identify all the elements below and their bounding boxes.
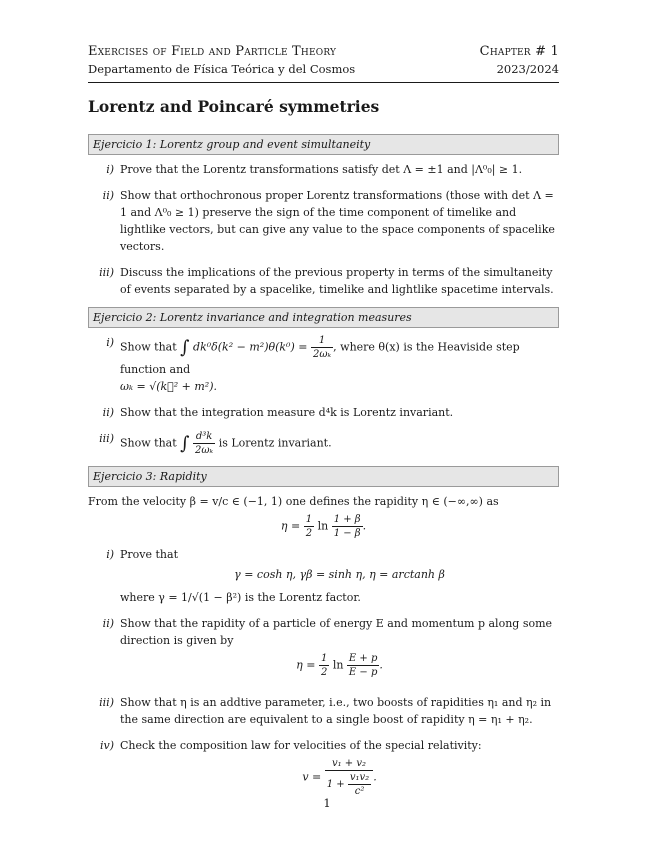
page-number: 1: [323, 796, 331, 810]
header-right-sub: 2023/2024: [496, 62, 559, 76]
equation-rapidity: η = $\frac{1}{2}$ ln $\frac{1 + \beta}{1 - \beta}$ .: [280, 514, 367, 539]
fraction: $\frac{\text{d³k}}{\text{2ωₖ}}$: [195, 431, 214, 456]
header-left-title: Exercises of Field and Particle Theory: [88, 44, 337, 59]
exercise-2-items: [88, 334, 559, 457]
list-item: ii) Show that orthochronous proper Lorentz transformations (those with det Λ = 1 and Λ⁰₀ ≥ 1) preserve the sign of the time component of timelike and lightlike vectors, but can give any value to the space components of spacelike vectors.: [102, 189, 555, 253]
list-item: iv) Check the composition law for velocities of the special relativity: v = v₁ + v₂ 1 + $\frac{\text{v₁v₂}}{\text{c²}}$ .: [88, 737, 559, 804]
exercise-2-heading: Ejercicio 2: Lorentz invariance and integration measures: [88, 307, 559, 328]
equation-hyperbolic: γ = cosh η, γβ = sinh η, η = arctanh β: [234, 568, 445, 581]
exercise-3-intro: From the velocity β = v/c ∈ (−1, 1) one defines the rapidity η ∈ (−∞,∞) as: [88, 495, 499, 508]
equation-energy-rapidity: η = $\frac{1}{2}$ ln $\frac{E + p}{E - p}$ .: [296, 653, 383, 678]
exercise-1-heading: Ejercicio 1: Lorentz group and event simultaneity: [88, 134, 559, 155]
list-item: iii) Show that η is an addtive parameter, i.e., two boosts of rapidities η₁ and η₂ in the same direction are equivalent to a single boost of rapidity η = η₁ + η₂.: [99, 696, 552, 726]
header-right-title: Chapter # 1: [479, 44, 559, 59]
list-item: iii) Show that ∫ $\frac{\text{d³k}}{\text{2ωₖ}}$ is Lorentz invariant.: [99, 431, 332, 456]
integral-sign-icon: ∫: [180, 337, 190, 358]
running-header: [88, 44, 559, 59]
page-title: Lorentz and Poincaré symmetries: [88, 97, 380, 116]
list-item: i) Prove that γ = cosh η, γβ = sinh η, η = arctanh β where γ = 1/√(1 − β²) is the Lorentz factor.: [88, 546, 559, 606]
exercise-1-items: [88, 161, 559, 298]
exercise-3-items: [88, 546, 559, 804]
list-item: i) Show that ∫ dk⁰δ(k² − m²)θ(k⁰) = $\frac{1}{\text{2ωₖ}}$ , where θ(x) is the Heaviside step function and ωₖ = √(k⃗² + m²).: [106, 335, 520, 393]
equation-velocity-composition: v = v₁ + v₂ 1 + $\frac{\text{v₁v₂}}{\text{c²}}$ .: [302, 758, 377, 797]
list-item: i) Prove that the Lorentz transformations satisfy det Λ = ±1 and |Λ⁰₀| ≥ 1.: [106, 163, 523, 176]
page: [88, 44, 559, 813]
integral-sign-icon: ∫: [180, 433, 190, 454]
list-item: ii) Show that the rapidity of a particle of energy E and momentum p along some direction is given by η = $\frac{1}{2}$ ln $\frac{E + p}{E - p}$ .: [88, 615, 559, 685]
list-item: ii) Show that the integration measure d⁴k is Lorentz invariant.: [102, 406, 454, 419]
list-item: iii) Discuss the implications of the previous property in terms of the simultaneity of events separated by a spacelike, timelike and lightlike spacetime intervals.: [99, 266, 554, 296]
fraction: $\frac{1}{\text{2ωₖ}}$: [312, 335, 332, 360]
header-rule: [88, 82, 559, 83]
exercise-3-heading: Ejercicio 3: Rapidity: [88, 466, 559, 487]
header-left-sub: Departamento de Física Teórica y del Cosmos: [88, 62, 356, 76]
